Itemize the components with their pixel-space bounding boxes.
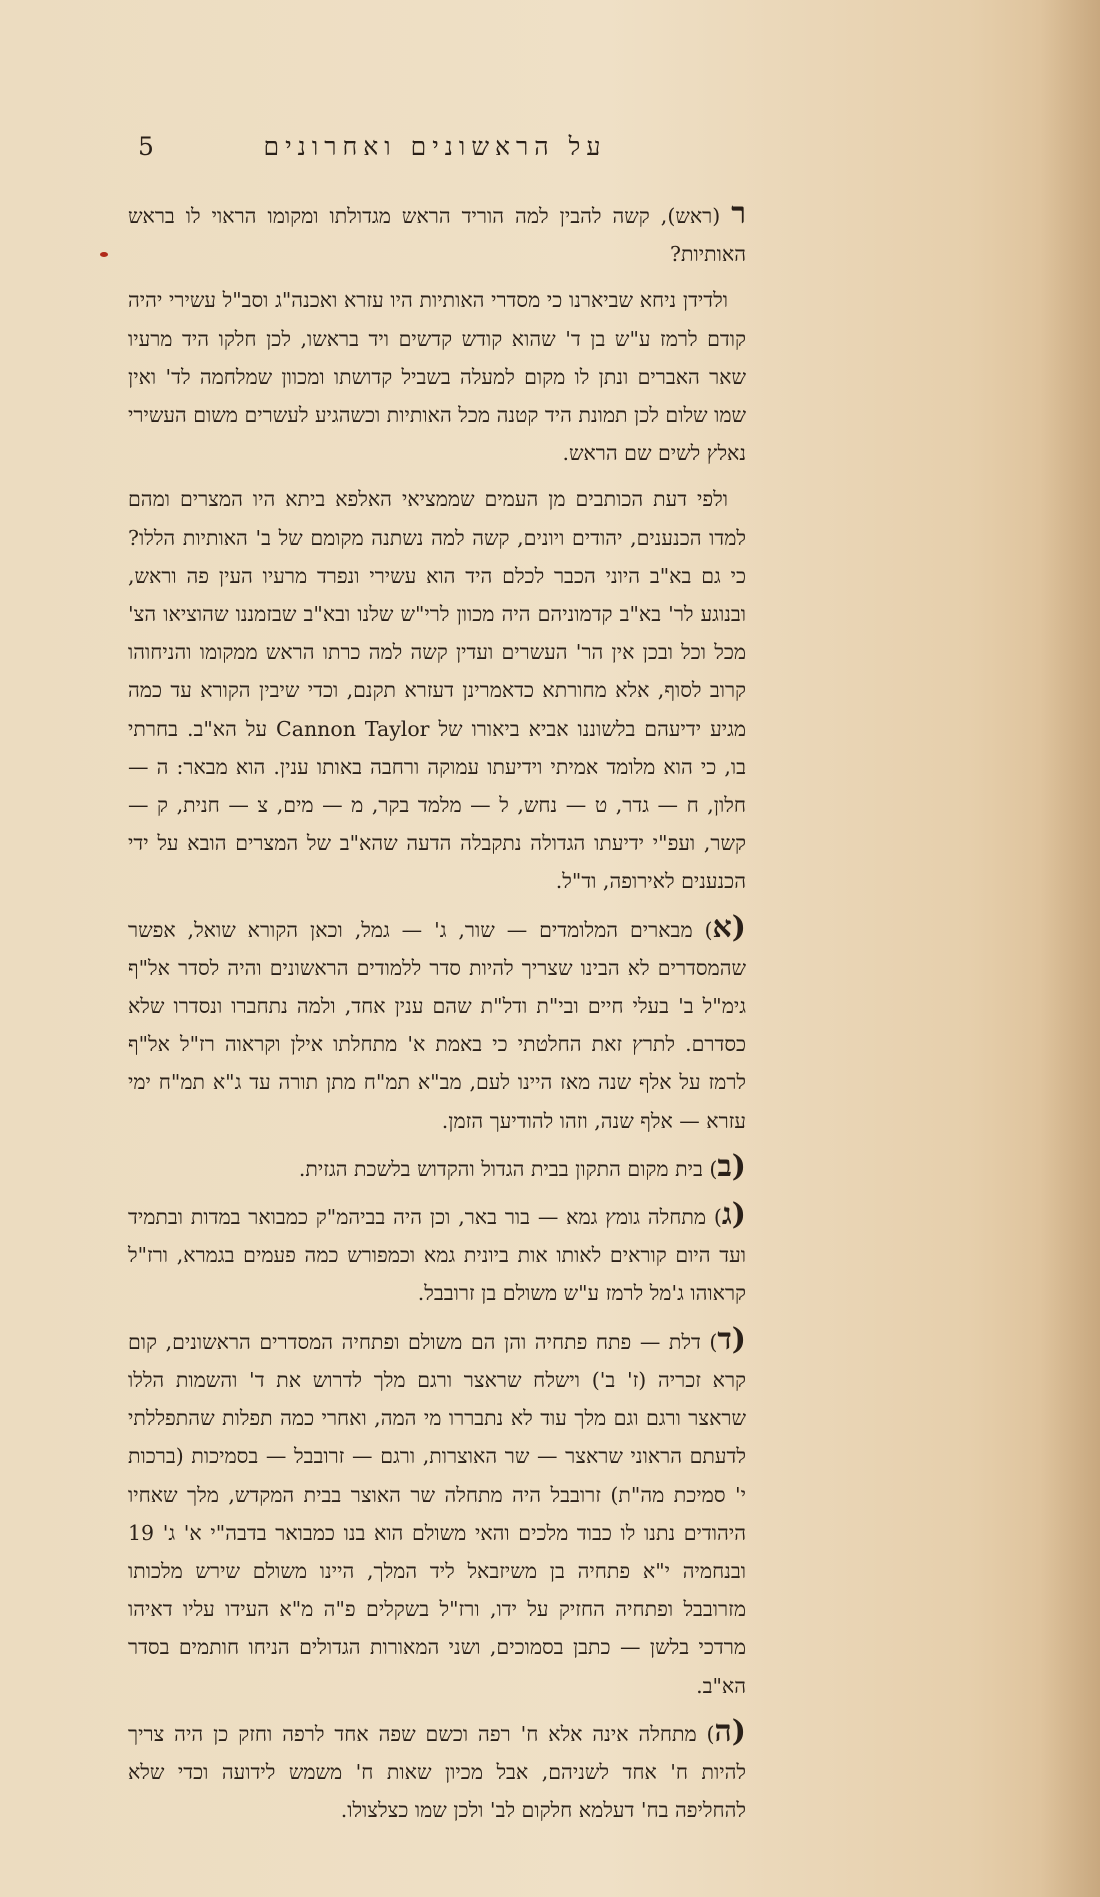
paragraph-lead: (ג [721,1197,746,1233]
paragraph-lead: (ב [717,1148,746,1184]
paragraph-text: (ראש), קשה להבין למה הוריד הראש מגדולתו ומקומו הראוי לו בראש האותיות? [128,204,746,267]
paragraph-chet [128,1713,746,1830]
paragraph-lead: (א [712,909,746,945]
paragraph-lead: (ה [714,1713,746,1749]
paragraph-scholars [128,480,746,900]
paragraph-resh [128,195,746,273]
paragraph-text: ) בית מקום התקון בבית הגדול והקדוש בלשכת הגזית. [298,1156,718,1181]
running-head: על הראשונים ואחרונים [263,132,607,161]
page-number: 5 [138,132,154,161]
paragraph-lead: (ד [717,1321,746,1357]
paragraph-text: ולפי דעת הכותבים מן העמים שממציאי האלפא ביתא היו המצרים ומהם למדו הכנענים, יהודים ויונים, קשה למה נשתנה מקומם של ב' האותיות הללו? כי גם בא"ב היוני הכבר לכלם היד הוא עשירי ונפרד מרעיו העין פה וראש, ובנוגע לר' בא"ב קדמוניהם היה מכוון לרי"ש שלנו ובא"ב שבזמננו שהוציאו הצ' מכל וכל ובכן אין הר' העשרים ועדין קשה למה כרתו הראש ממקומו והניחוהו קרוב לסוף, אלא מחורתא כדאמרינן דעזרא תקנם, וכדי שיבין הקורא עד כמה מגיע ידיעהם בלשוננו אביא ביאורו של Cannon Taylor על הא"ב. בחרתי בו, כי הוא מלומד אמיתי וידיעתו עמוקה ורחבה באותו ענין. הוא מבאר: ה — חלון, ח — גדר, ט — נחש, ל — מלמד בקר, מ — מים, צ — חנית, ק — קשר, ועפ"י ידיעתו הגדולה נתקבלה הדעה שהא"ב של המצרים הובא על ידי הכנענים לאירופה, וד"ל. [128,487,746,894]
paragraph-gimel [128,1196,746,1313]
body-text [128,195,746,1837]
paragraph-text: ) דלת — פתח פתחיה והן הם משולם ופתחיה המסדרים הראשונים, קום קרא זכריה (ז' ב') וישלח שראצר ורגם מלך לדרוש את ד' והשמות הללו שראצר ורגם וגם מלך עוד לא נתבררו מי המה, ואחרי כמה תפלות שהתפללתי לדעתם הראוני שראצר — שר האוצרות, ורגם — זרובבל — בסמיכות (ברכות י' סמיכת מה"ת) זרובבל היה מתחלה שר האוצר בבית המקדש, מלך שאחיו היהודים נתנו לו כבוד מלכים והאי משולם הוא בנו כמבואר בדבה"י א' ג' 19 ובנחמיה י"א פתחיה בן משיזבאל ליד המלך, היינו משולם שירש מלכותו מזרובבל ופתחיה החזיק על ידו, ורז"ל בשקלים פ"ה מ"א העידו עליו דאיהו מרדכי בלשן — כתבן בסמוכים, ושני המאורות הגדולים הניחו חותמים בסדר הא"ב. [128,1329,746,1698]
paragraph-aleph [128,909,746,1140]
paragraph-lead: ר [731,196,746,231]
paragraph-explanation [128,281,746,472]
paragraph-dalet [128,1321,746,1705]
paragraph-text: ) מבארים המלומדים — שור, ג' — גמל, וכאן הקורא שואל, אפשר שהמסדרים לא הבינו שצריך להיות סדר ללמודים הראשונים והיה לסדר אל"ף גימ"ל ב' בעלי חיים ובי"ת ודל"ת שהם ענין אחד, ולמה נתחברו ונסדרו שלא כסדרם. לתרץ זאת החלטתי כי באמת א' מתחלתו אילן וקראוה רז"ל אל"ף לרמז על אלף שנה מאז היינו לעם, מב"א תמ"ח מתן תורה עד ג"א תמ"ח ימי עזרא — אלף שנה, וזהו להודיעך הזמן. [128,917,746,1133]
paragraph-text: ) מתחלה אינה אלא ח' רפה וכשם שפה אחד לרפה וחזק כן היה צריך להיות ח' אחד לשניהם, אבל מכיון שאות ח' משמש לידועה וכדי שלא להחליפה בח' דעלמא חלקום לב' ולכן שמו כצלצולו. [128,1721,746,1823]
ink-mark [100,252,108,257]
page-header [130,132,740,176]
paragraph-text: ) מתחלה גומץ גמא — בור באר, וכן היה בביהמ"ק כמבואר במדות ובתמיד ועד היום קוראים לאותו אות ביונית גמא וכמפורש כמה פעמים בגמרא, ורז"ל קראוהו ג'מל לרמז ע"ש משולם בן זרובבל. [128,1205,746,1306]
page-edge-shadow [1040,0,1100,1897]
paragraph-text: ולדידן ניחא שביארנו כי מסדרי האותיות היו עזרא ואכנה"ג וסב"ל עשירי יהיה קודם לרמז ע"ש בן ד' שהוא קודש קדשים ויד בראשו, לכן חלקו היד מרעיו שאר האברים ונתן לו מקום למעלה בשביל קדושתו ומכוון שמלחמה לד' ואין שמו שלום לכן תמונת היד קטנה מכל האותיות וכשהגיע לעשרים משום העשירי נאלץ לשים שם הראש. [128,288,746,466]
paragraph-bet [128,1148,746,1188]
